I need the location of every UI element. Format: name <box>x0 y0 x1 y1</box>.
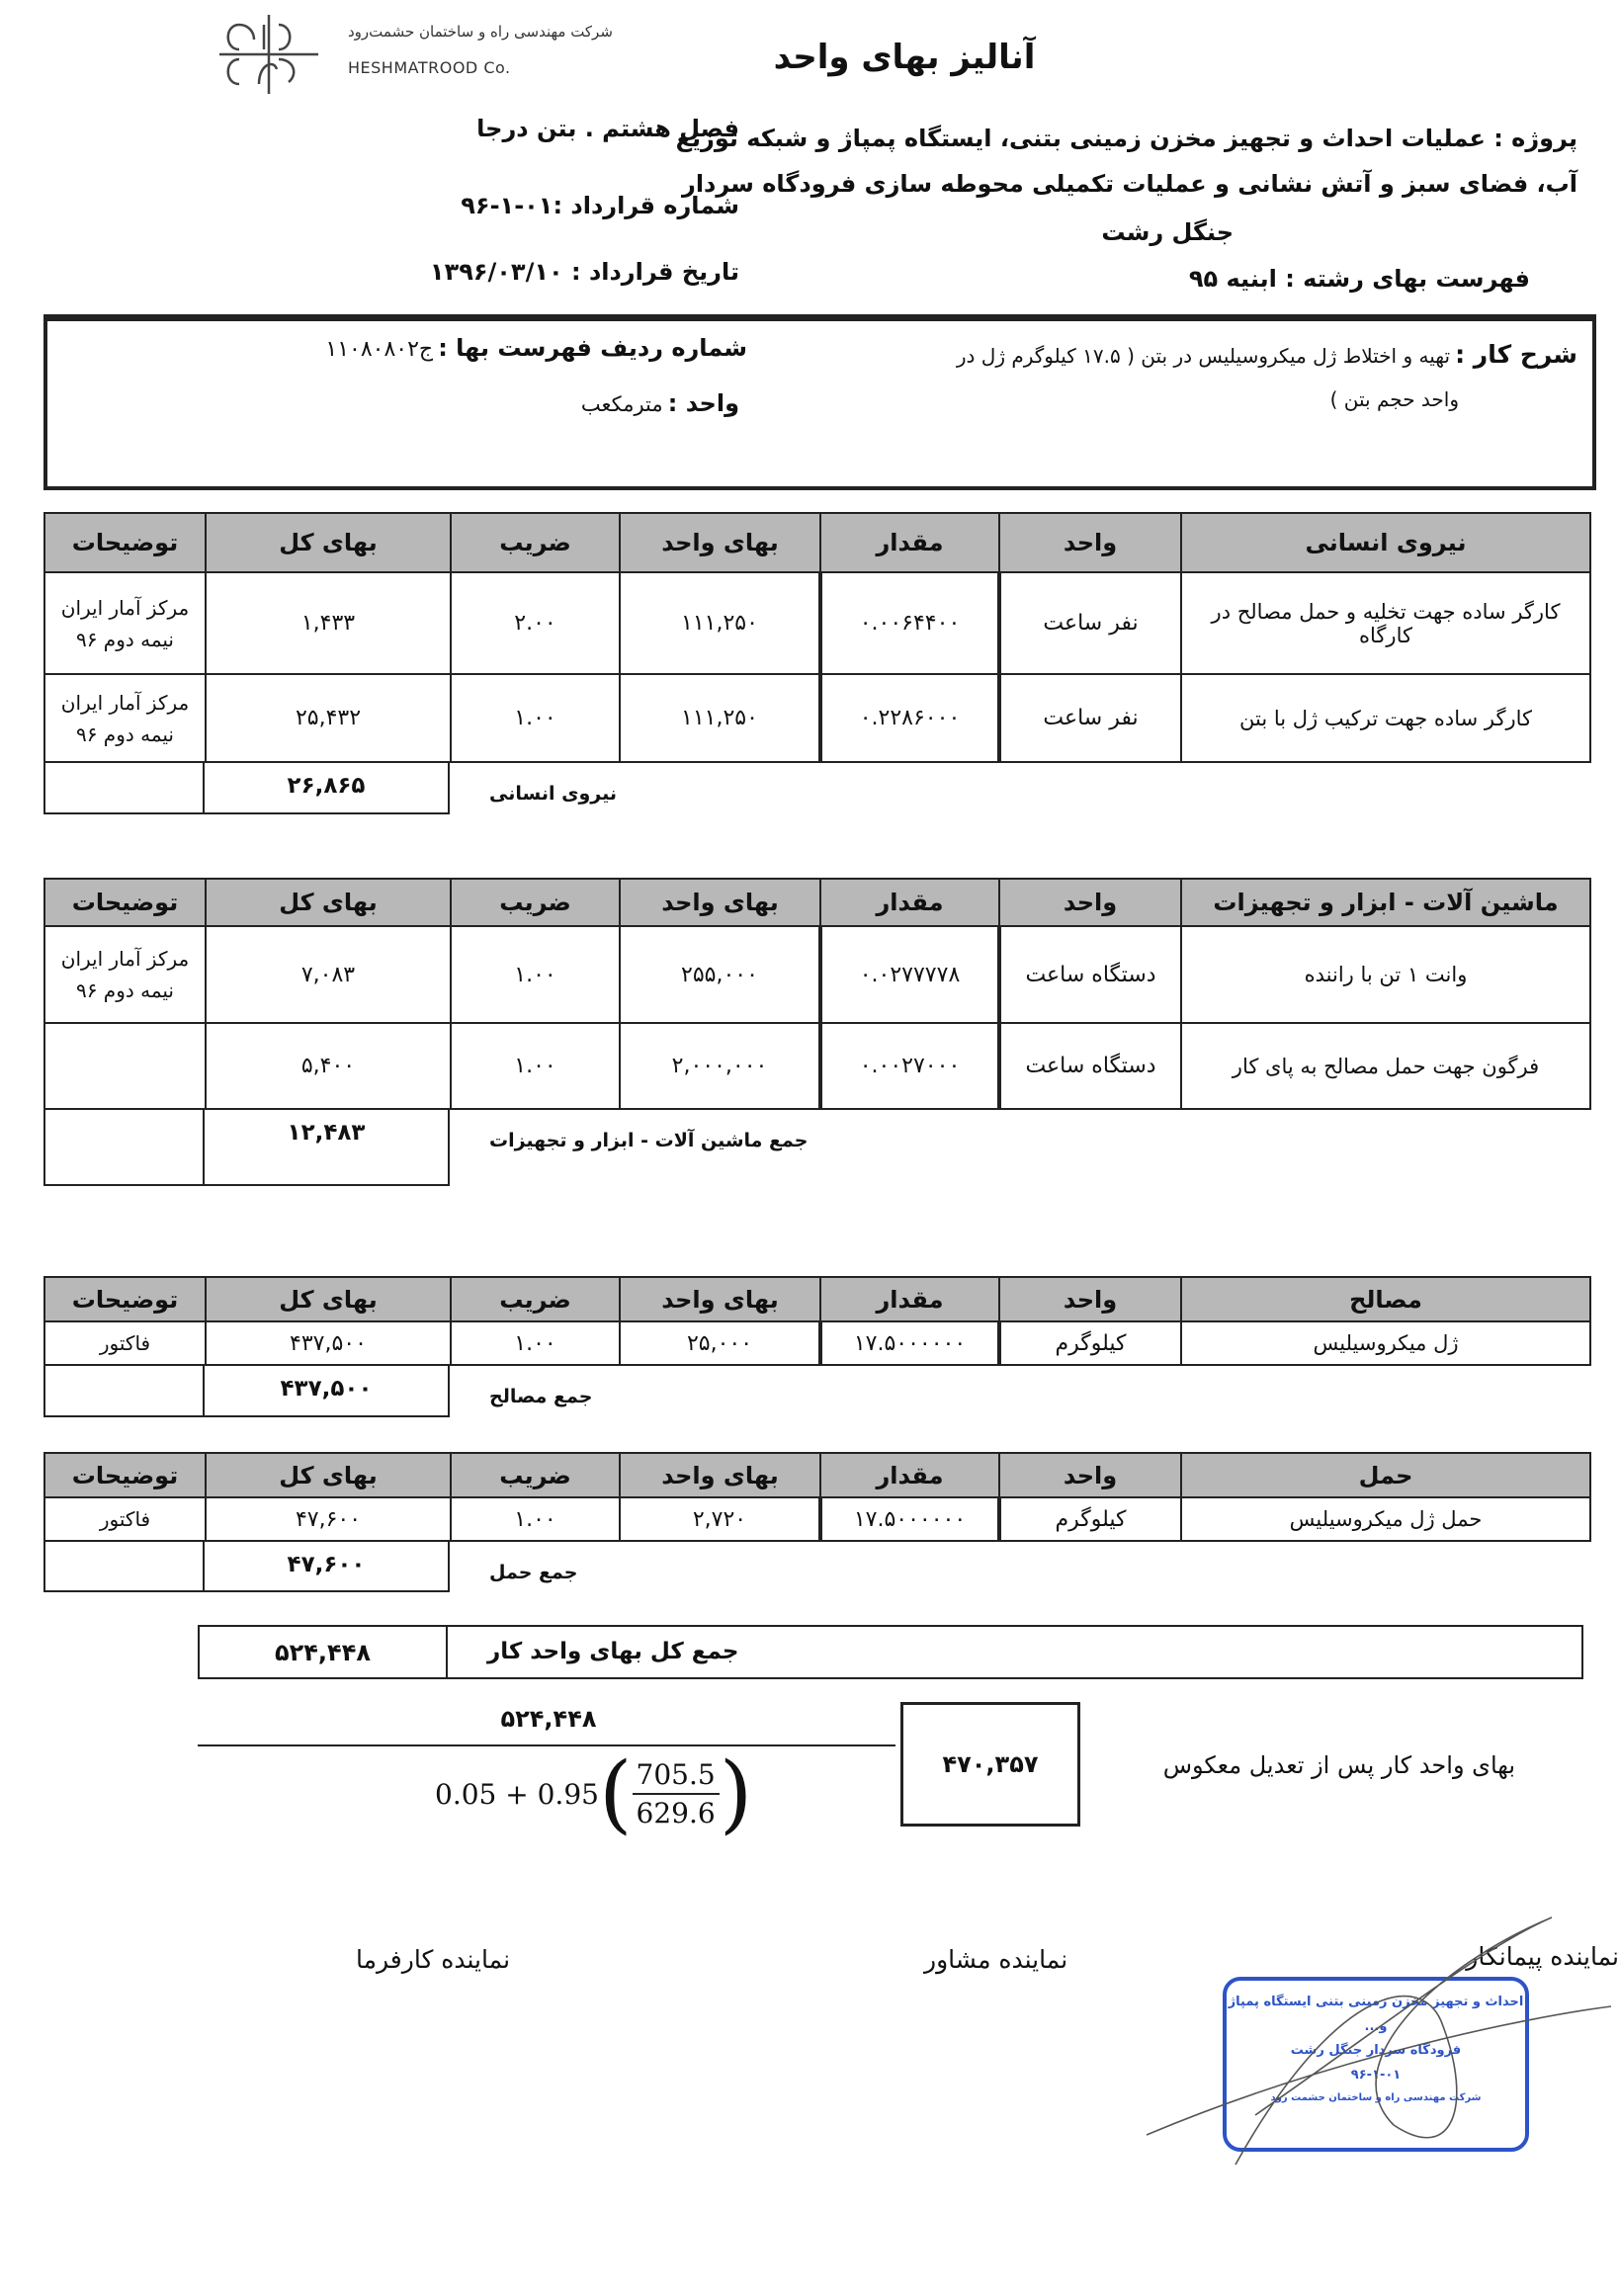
column-header: ضریب <box>451 1277 620 1321</box>
employer-signature-label: نماینده کارفرما <box>356 1945 511 1974</box>
company-logo <box>219 15 615 94</box>
item-coef: ۱.۰۰ <box>451 926 620 1023</box>
item-note: فاکتور <box>44 1497 206 1541</box>
item-note: مرکز آمار ایران نیمه دوم ۹۶ <box>44 674 206 762</box>
column-header: ضریب <box>451 513 620 572</box>
item-description: ژل میکروسیلیس <box>1181 1321 1590 1365</box>
subtotal-label: جمع مصالح <box>489 1386 593 1407</box>
item-note: مرکز آمار ایران نیمه دوم ۹۶ <box>44 926 206 1023</box>
work-unit-value: مترمکعب <box>580 392 663 416</box>
subtotal-note-cell <box>43 761 205 814</box>
column-header-category: ماشین آلات - ابزار و تجهیزات <box>1181 879 1590 926</box>
column-header: توضیحات <box>44 1277 206 1321</box>
column-header: بهای کل <box>206 1277 451 1321</box>
column-header: مقدار <box>820 513 999 572</box>
grand-total-label: جمع کل بهای واحد کار <box>487 1639 739 1664</box>
item-note: مرکز آمار ایران نیمه دوم ۹۶ <box>44 572 206 674</box>
grand-total-value: ۵۲۴,۴۴۸ <box>274 1638 371 1666</box>
work-description <box>957 340 1577 369</box>
table-header-row <box>44 513 1590 572</box>
work-desc-line1: تهیه و اختلاط ژل میکروسیلیس در بتن ( ۱۷.۵ کیلوگرم ژل در <box>956 344 1451 368</box>
page-title: آنالیز بهای واحد <box>773 38 1036 77</box>
work-unit-label: واحد : <box>667 389 739 417</box>
adjustment-formula <box>435 1744 753 1843</box>
table-header-row <box>44 1277 1590 1321</box>
item-qty: ۱۷.۵۰۰۰۰۰۰ <box>820 1321 999 1365</box>
cost-table-3 <box>43 1452 1591 1542</box>
subtotal-row <box>43 761 617 814</box>
subtotal-label: نیروی انسانی <box>489 783 618 805</box>
contract-number: شماره قرارداد :۰۱-۱-۹۶ <box>461 192 739 219</box>
stamp-line-4: شرکت مهندسی راه و ساختمان حشمت رود <box>1270 2091 1482 2103</box>
price-row-label: شماره ردیف فهرست بها : <box>438 334 747 362</box>
column-header-category: حمل <box>1181 1453 1590 1497</box>
table-row <box>44 674 1590 762</box>
subtotal-note-cell <box>43 1108 205 1186</box>
subtotal-note-cell <box>43 1364 205 1417</box>
column-header: توضیحات <box>44 1453 206 1497</box>
column-header: بهای واحد <box>620 879 820 926</box>
index-new: 705.5 <box>633 1756 720 1795</box>
item-unit: نفر ساعت <box>999 674 1181 762</box>
subtotal-label: جمع حمل <box>489 1562 578 1583</box>
column-header: واحد <box>999 879 1181 926</box>
chapter: فصل هشتم . بتن درجا <box>476 115 739 142</box>
item-unit: کیلوگرم <box>999 1497 1181 1541</box>
item-coef: ۱.۰۰ <box>451 1321 620 1365</box>
item-description: فرگون جهت حمل مصالح به پای کار <box>1181 1023 1590 1109</box>
item-unit: دستگاه ساعت <box>999 1023 1181 1109</box>
column-header: واحد <box>999 1277 1181 1321</box>
table-header-row <box>44 879 1590 926</box>
item-price: ۲۵۵,۰۰۰ <box>620 926 820 1023</box>
item-total: ۴۷,۶۰۰ <box>206 1497 451 1541</box>
subtotal-label: جمع ماشین آلات - ابزار و تجهیزات <box>489 1130 809 1151</box>
subtotal-value: ۴۷,۶۰۰ <box>203 1540 450 1592</box>
column-header: ضریب <box>451 1453 620 1497</box>
column-header: توضیحات <box>44 513 206 572</box>
project-line-3: جنگل رشت <box>1101 218 1234 246</box>
table-row <box>44 926 1590 1023</box>
column-header: واحد <box>999 1453 1181 1497</box>
column-header: مقدار <box>820 879 999 926</box>
item-note <box>44 1023 206 1109</box>
cost-table-2 <box>43 1276 1591 1366</box>
work-desc-line2: واحد حجم بتن ) <box>1329 387 1459 411</box>
column-header: واحد <box>999 513 1181 572</box>
item-qty: ۰.۰۰۲۷۰۰۰ <box>820 1023 999 1109</box>
subtotal-value: ۴۳۷,۵۰۰ <box>203 1364 450 1417</box>
item-description: وانت ۱ تن با راننده <box>1181 926 1590 1023</box>
consultant-signature-label: نماینده مشاور <box>924 1945 1068 1974</box>
item-price: ۲,۷۲۰ <box>620 1497 820 1541</box>
item-total: ۵,۴۰۰ <box>206 1023 451 1109</box>
table-row <box>44 1321 1590 1365</box>
item-coef: ۱.۰۰ <box>451 1023 620 1109</box>
item-price: ۲۵,۰۰۰ <box>620 1321 820 1365</box>
item-total: ۲۵,۴۳۲ <box>206 674 451 762</box>
subtotal-row <box>43 1540 577 1592</box>
subtotal-row <box>43 1108 808 1186</box>
column-header: بهای کل <box>206 513 451 572</box>
item-coef: ۱.۰۰ <box>451 674 620 762</box>
paren-close-icon: ) <box>719 1744 753 1843</box>
column-header: بهای واحد <box>620 1277 820 1321</box>
column-header: مقدار <box>820 1453 999 1497</box>
formula-prefix: 0.05 + 0.95 <box>435 1777 599 1811</box>
item-qty: ۰.۰۰۶۴۴۰۰ <box>820 572 999 674</box>
subtotal-note-cell <box>43 1540 205 1592</box>
table-row <box>44 1497 1590 1541</box>
item-total: ۱,۴۳۳ <box>206 572 451 674</box>
item-unit: نفر ساعت <box>999 572 1181 674</box>
item-coef: ۲.۰۰ <box>451 572 620 674</box>
project-line-1: پروژه : عملیات احداث و تجهیز مخزن زمینی بتنی، ایستگاه پمپاژ و شبکه توزیع <box>675 125 1577 152</box>
item-total: ۴۳۷,۵۰۰ <box>206 1321 451 1365</box>
cost-table-0 <box>43 512 1591 763</box>
column-header: بهای واحد <box>620 513 820 572</box>
table-header-row <box>44 1453 1590 1497</box>
table-row <box>44 1023 1590 1109</box>
cost-table-1 <box>43 878 1591 1110</box>
work-desc-label: شرح کار : <box>1455 340 1577 369</box>
item-coef: ۱.۰۰ <box>451 1497 620 1541</box>
company-name-en: HESHMATROOD Co. <box>348 58 511 77</box>
column-header: بهای واحد <box>620 1453 820 1497</box>
item-qty: ۰.۰۲۷۷۷۷۸ <box>820 926 999 1023</box>
company-logo-icon <box>219 15 328 94</box>
fraction-line <box>198 1744 895 1746</box>
column-header: بهای کل <box>206 879 451 926</box>
price-row-value: ج۱۱۰۸۰۸۰۲ <box>325 337 434 362</box>
work-unit <box>581 389 739 417</box>
price-row-number <box>325 334 747 362</box>
item-description: کارگر ساده جهت ترکیب ژل با بتن <box>1181 674 1590 762</box>
item-description: حمل ژل میکروسیلیس <box>1181 1497 1590 1541</box>
item-note: فاکتور <box>44 1321 206 1365</box>
column-header: ضریب <box>451 879 620 926</box>
column-header: توضیحات <box>44 879 206 926</box>
stamp-line-2: فرودگاه سردار جنگل رشت <box>1290 2043 1462 2059</box>
item-total: ۷,۰۸۳ <box>206 926 451 1023</box>
item-unit: دستگاه ساعت <box>999 926 1181 1023</box>
contract-date: تاریخ قرارداد : ۱۳۹۶/۰۳/۱۰ <box>429 258 739 286</box>
adjusted-price-label: بهای واحد کار پس از تعدیل معکوس <box>1162 1751 1515 1779</box>
column-header: مقدار <box>820 1277 999 1321</box>
subtotal-value: ۲۶,۸۶۵ <box>203 761 450 814</box>
grand-total-row <box>198 1625 1583 1679</box>
item-qty: ۱۷.۵۰۰۰۰۰۰ <box>820 1497 999 1541</box>
handwritten-signature <box>1137 1908 1619 2204</box>
index-fraction <box>633 1756 720 1831</box>
item-price: ۲,۰۰۰,۰۰۰ <box>620 1023 820 1109</box>
item-price: ۱۱۱,۲۵۰ <box>620 572 820 674</box>
adjustment-numerator: ۵۲۴,۴۴۸ <box>500 1705 597 1733</box>
subtotal-value: ۱۲,۴۸۳ <box>203 1108 450 1186</box>
column-header-category: نیروی انسانی <box>1181 513 1590 572</box>
company-name-fa: شرکت مهندسی راه و ساختمان حشمت‌رود <box>348 23 613 41</box>
stamp-line-3: ۹۶-۱-۰۱ <box>1350 2068 1402 2083</box>
item-price: ۱۱۱,۲۵۰ <box>620 674 820 762</box>
index-old: 629.6 <box>636 1797 716 1829</box>
subtotal-row <box>43 1364 592 1417</box>
column-header-category: مصالح <box>1181 1277 1590 1321</box>
item-description: کارگر ساده جهت تخلیه و حمل مصالح در کارگاه <box>1181 572 1590 674</box>
paren-open-icon: ( <box>598 1744 633 1843</box>
item-qty: ۰.۲۲۸۶۰۰۰ <box>820 674 999 762</box>
contractor-signature-label: نماینده پیمانکار <box>1466 1942 1619 1971</box>
item-unit: کیلوگرم <box>999 1321 1181 1365</box>
adjusted-price-value: ۴۷۰,۳۵۷ <box>900 1702 1080 1827</box>
price-list: فهرست بهای رشته : ابنیه ۹۵ <box>1188 265 1530 293</box>
project-line-2: آب، فضای سبز و آتش نشانی و عملیات تکمیلی محوطه سازی فرودگاه سردار <box>682 170 1577 198</box>
table-row <box>44 572 1590 674</box>
stamp-line-1: احداث و تجهیز مخزن زمینی بتنی ایستگاه پمپاژ و... <box>1228 1995 1524 2034</box>
column-header: بهای کل <box>206 1453 451 1497</box>
